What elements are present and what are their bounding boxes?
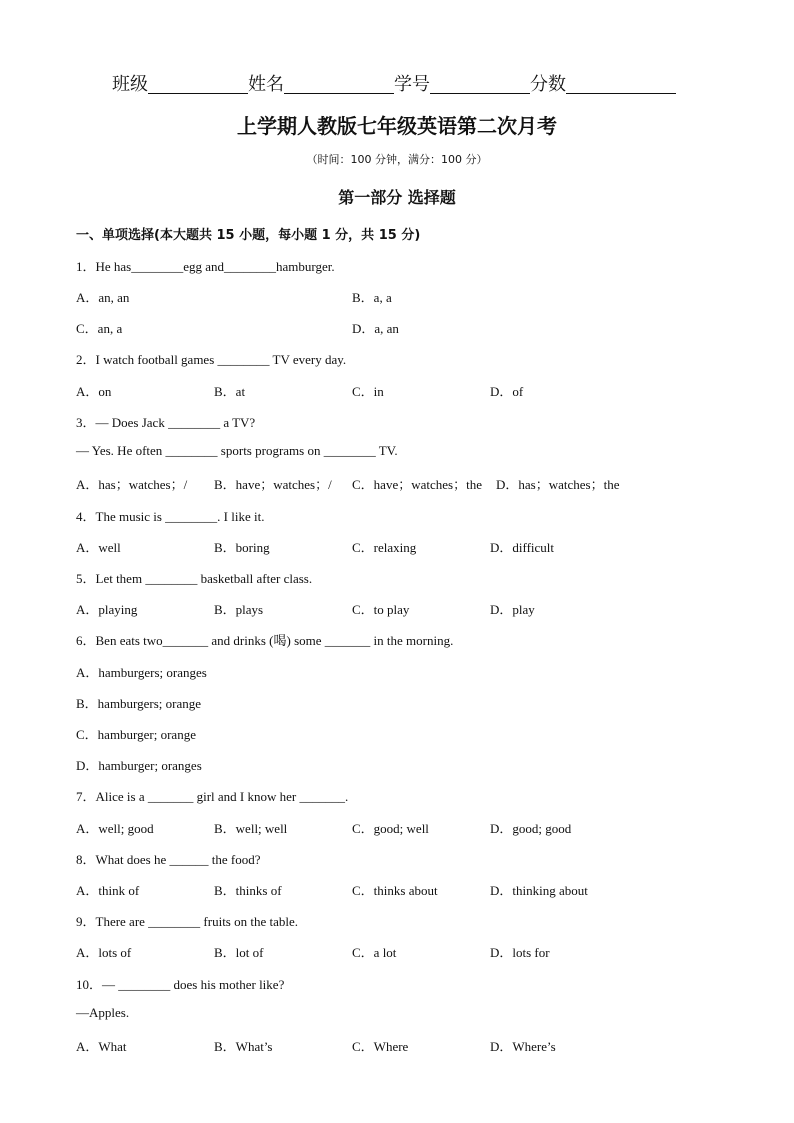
student-info-line [112, 70, 702, 96]
option-2d: D．of [490, 384, 524, 399]
question-3: 3．— Does Jack ________ a TV? [76, 415, 256, 430]
option-6b: B．hamburgers; orange [76, 696, 202, 711]
question-6: 6．Ben eats two_______ and drinks (喝) some _______ in the morning. [76, 633, 454, 648]
option-7c: C．good; well [352, 821, 429, 836]
option-3a: A．has；watches；/ [76, 477, 188, 492]
option-2b: B．at [214, 384, 246, 399]
option-10c: C．Where [352, 1039, 409, 1054]
option-9a: A．lots of [76, 945, 132, 960]
student-id-blank [430, 75, 530, 94]
question-7: 7．Alice is a _______ girl and I know her _______. [76, 789, 349, 804]
question-10: 10．— ________ does his mother like? [76, 977, 285, 992]
option-4c: C．relaxing [352, 540, 417, 555]
option-9b: B．lot of [214, 945, 264, 960]
option-1a: A．an, an [76, 290, 130, 305]
option-4a: A．well [76, 540, 121, 555]
question-1: 1．He has________egg and________hamburger. [76, 259, 335, 274]
option-4d: D．difficult [490, 540, 555, 555]
option-3d: D．has；watches；the [496, 477, 620, 492]
option-9d: D．lots for [490, 945, 550, 960]
option-3b: B．have；watches；/ [214, 477, 332, 492]
option-3c: C．have；watches；the [352, 477, 482, 492]
option-4b: B．boring [214, 540, 270, 555]
section-title: 一、单项选择(本大题共 15 小题，每小题 1 分，共 15 分) [76, 228, 421, 243]
question-5: 5．Let them ________ basketball after class. [76, 571, 313, 586]
question-9: 9．There are ________ fruits on the table. [76, 914, 299, 929]
option-8c: C．thinks about [352, 883, 438, 898]
option-2a: A．on [76, 384, 112, 399]
name-blank [284, 75, 394, 94]
option-5c: C．to play [352, 602, 410, 617]
option-10d: D．Where’s [490, 1039, 556, 1054]
option-2c: C．in [352, 384, 384, 399]
class-label: 班级 [112, 74, 148, 95]
option-5a: A．playing [76, 602, 138, 617]
option-5d: D．play [490, 602, 535, 617]
score-label: 分数 [530, 74, 566, 95]
option-8b: B．thinks of [214, 883, 282, 898]
option-10b: B．What’s [214, 1039, 273, 1054]
question-8: 8．What does he ______ the food? [76, 852, 261, 867]
option-1d: D．a, an [352, 321, 399, 336]
option-8a: A．think of [76, 883, 140, 898]
exam-title: 上学期人教版七年级英语第二次月考 [237, 114, 557, 138]
class-blank [148, 75, 248, 94]
option-1c: C．an, a [76, 321, 123, 336]
option-6c: C．hamburger; orange [76, 727, 196, 742]
option-8d: D．thinking about [490, 883, 588, 898]
option-7a: A．well; good [76, 821, 154, 836]
option-9c: C．a lot [352, 945, 397, 960]
question-2: 2．I watch football games ________ TV every day. [76, 352, 347, 367]
student-id-label: 学号 [394, 74, 430, 95]
option-1b: B．a, a [352, 290, 392, 305]
option-6a: A．hamburgers; oranges [76, 665, 207, 680]
part-title: 第一部分 选择题 [338, 188, 456, 207]
question-4: 4．The music is ________. I like it. [76, 509, 265, 524]
option-10a: A．What [76, 1039, 127, 1054]
option-6d: D．hamburger; oranges [76, 758, 202, 773]
exam-subtitle: （时间：100 分钟，满分：100 分） [306, 153, 488, 166]
option-7d: D．good; good [490, 821, 572, 836]
question-3-reply: — Yes. He often ________ sports programs on ________ TV. [76, 443, 398, 458]
score-blank [566, 75, 676, 94]
option-7b: B．well; well [214, 821, 288, 836]
name-label: 姓名 [248, 74, 284, 95]
option-5b: B．plays [214, 602, 264, 617]
question-10-reply: —Apples. [76, 1005, 130, 1020]
